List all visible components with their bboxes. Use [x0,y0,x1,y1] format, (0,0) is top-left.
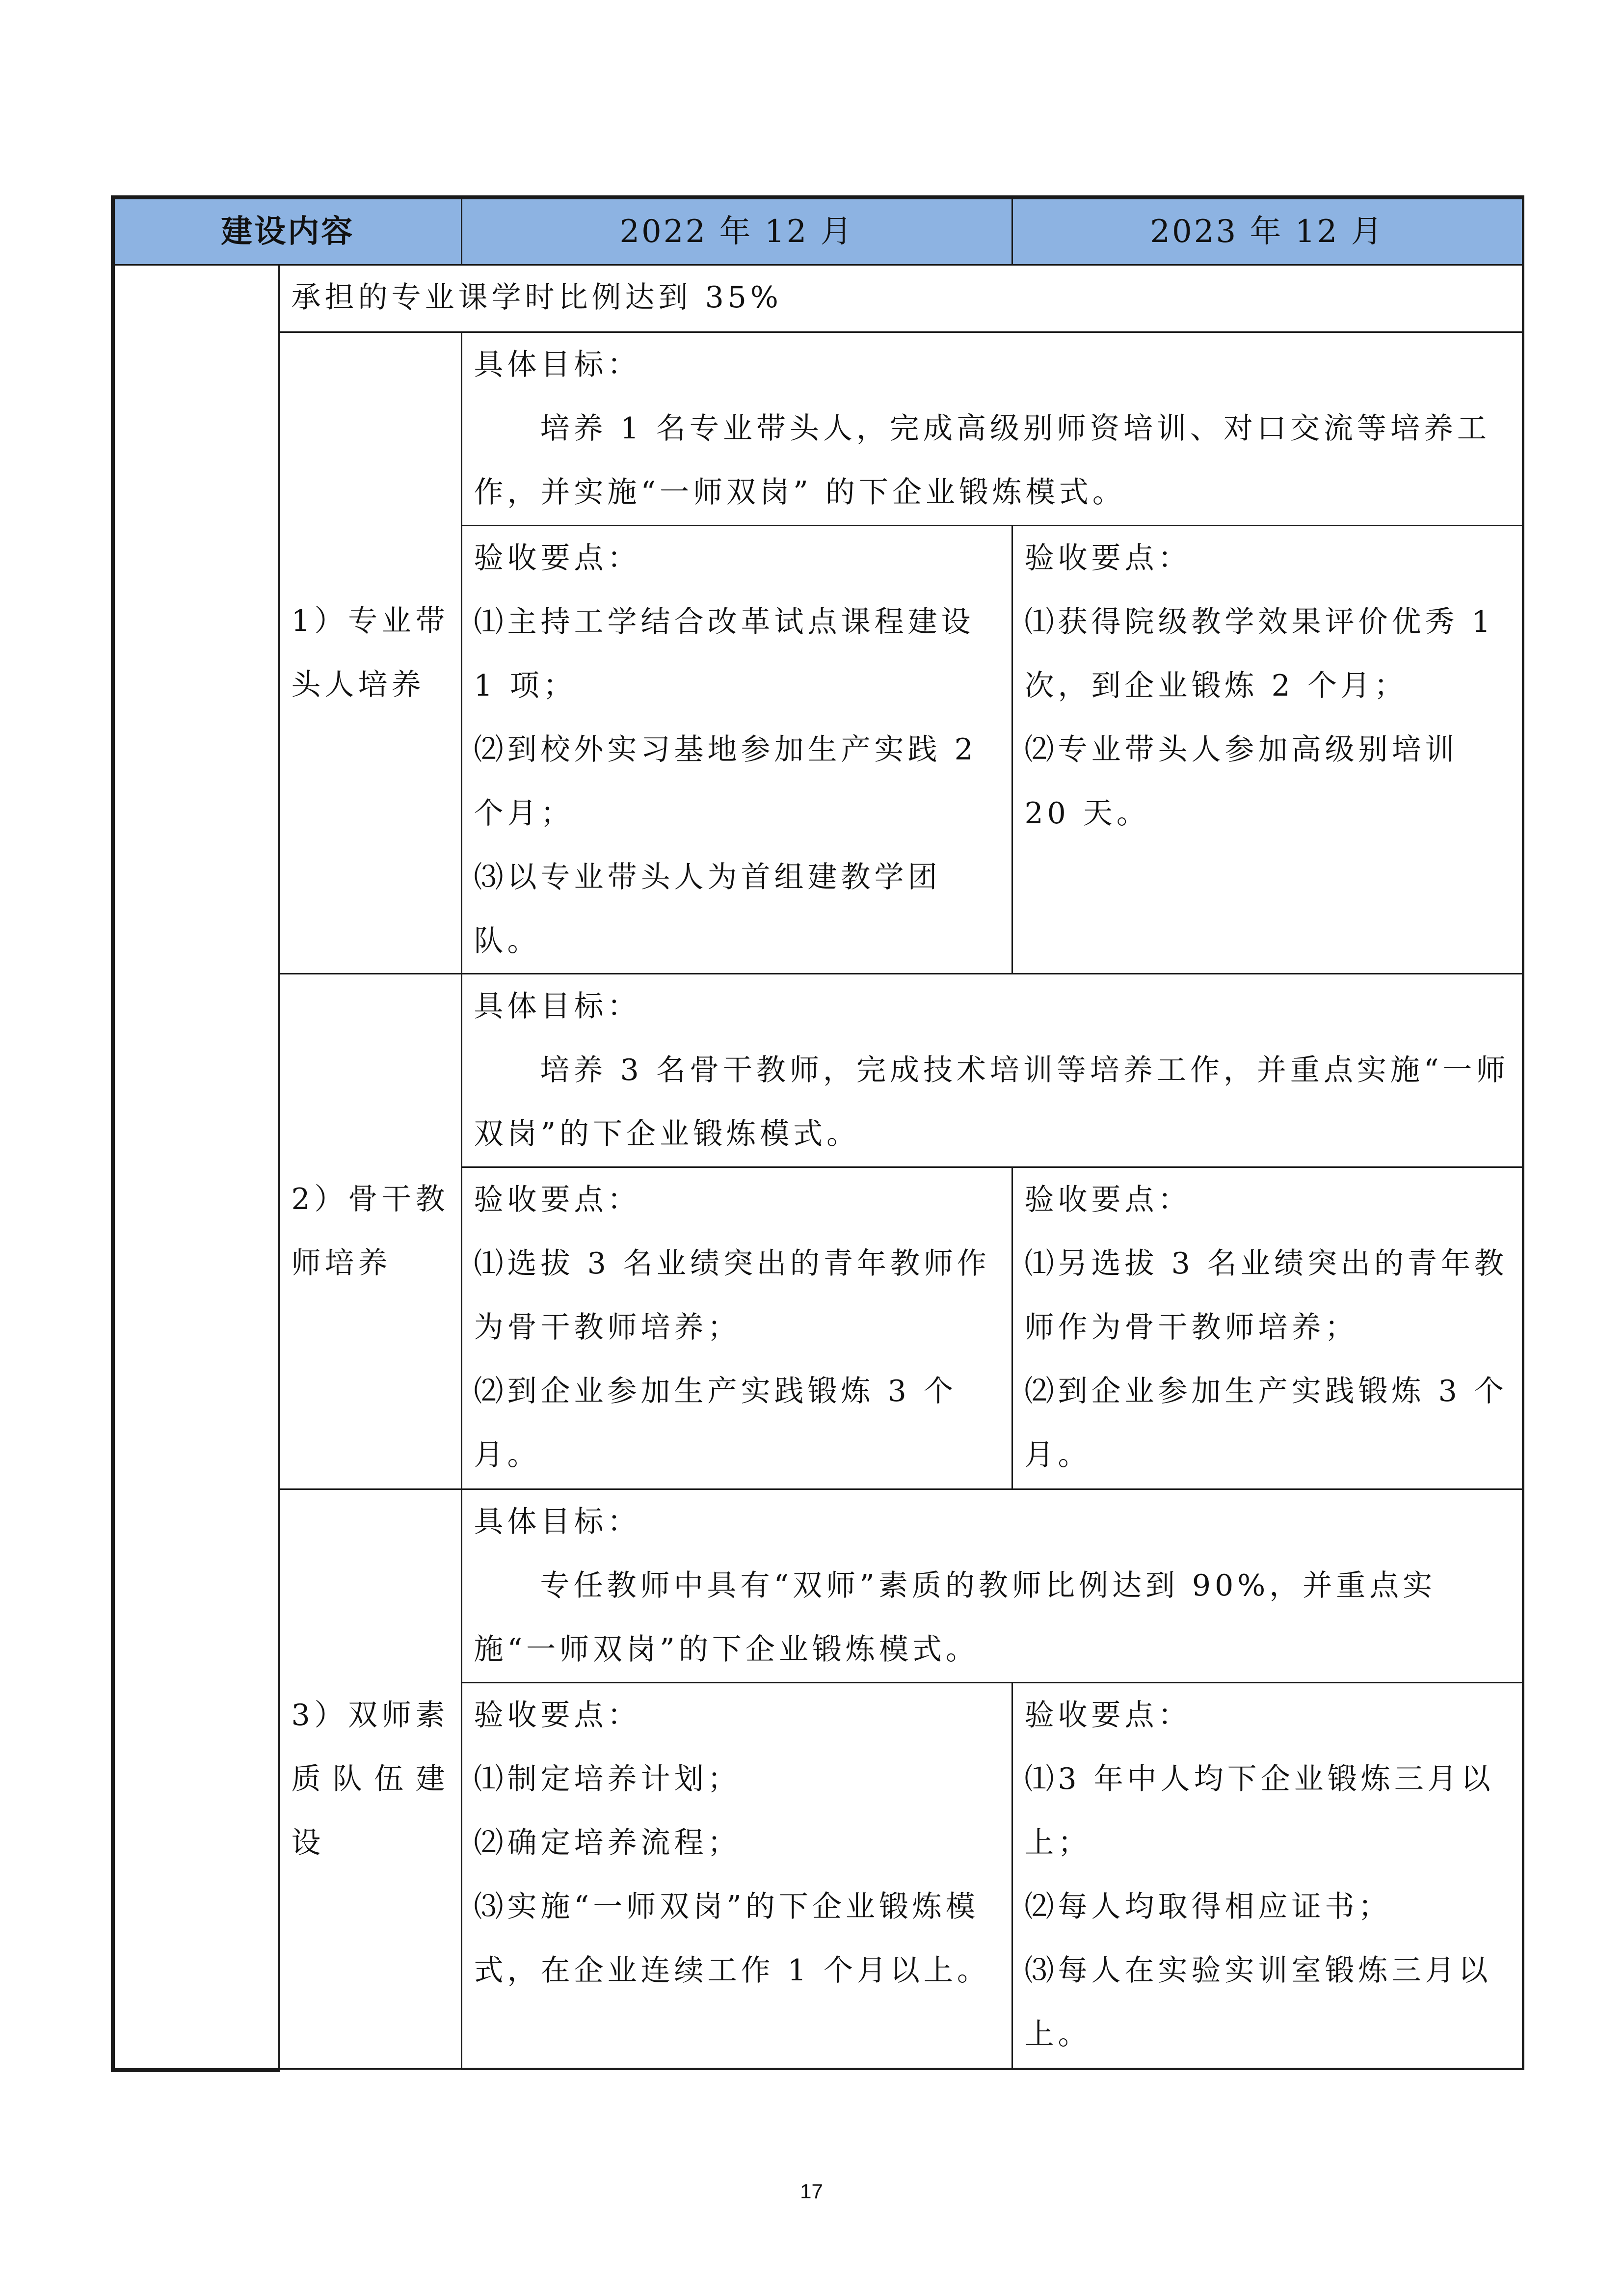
category-cell-empty [113,265,279,2070]
list-item: ⑵到企业参加生产实践锻炼 3 个月。 [474,1374,957,1472]
section-1-accept-2023 [1012,525,1523,973]
list-item: ⑴选拔 3 名业绩突出的青年教师作为骨干教师培养； [474,1246,990,1345]
section-2-accept-2023 [1012,1167,1523,1489]
section-3-accept-title-2023: 验收要点： [1024,1698,1192,1732]
section-3-accept-title-2022: 验收要点： [474,1698,641,1732]
list-item: ⑵确定培养流程； [474,1825,741,1860]
list-item: ⑵每人均取得相应证书； [1024,1889,1392,1924]
header-2023-dec: 2023 年 12 月 [1012,197,1523,265]
section-1-goal-title: 具体目标： [474,347,641,382]
section-1-goal-row [113,332,1523,525]
section-2-goal-text: 培养 3 名骨干教师，完成技术培训等培养工作，并重点实施“一师双岗”的下企业锻炼模式。 [474,1053,1510,1151]
table-header-row [113,197,1523,265]
section-1-goal-text: 培养 1 名专业带头人，完成高级别师资培训、对口交流等培养工作，并实施“一师双岗” 的下企业锻炼模式。 [474,411,1490,510]
section-1-goal [461,332,1523,525]
section-1-accept-title-2023: 验收要点： [1024,540,1192,575]
list-item: ⑵到企业参加生产实践锻炼 3 个月。 [1024,1374,1508,1472]
section-2-goal-title: 具体目标： [474,989,641,1024]
section-3-goal-title: 具体目标： [474,1504,641,1539]
section-2-accept-2022 [461,1167,1012,1489]
section-2-goal-row [113,973,1523,1167]
section-2-accept-title-2023: 验收要点： [1024,1182,1192,1217]
section-1-accept-2022 [461,525,1012,973]
intro-row [113,265,1523,332]
header-construction-content: 建设内容 [113,197,461,265]
section-2-goal [461,973,1523,1167]
section-1-label [279,332,461,973]
section-1-label-text: 1）专业带头人培养 [291,603,449,702]
intro-text: 承担的专业课学时比例达到 35% [279,265,1523,332]
page-number: 17 [800,2180,823,2203]
section-2-label [279,973,461,1489]
list-item: ⑵到校外实习基地参加生产实践 2 个月； [474,732,990,831]
construction-content-table [111,195,1524,2072]
list-item: ⑶以专业带头人为首组建教学团队。 [474,860,941,958]
section-3-goal-text: 专任教师中具有“双师”素质的教师比例达到 90%，并重点实施“一师双岗”的下企业锻炼模式。 [474,1568,1437,1667]
list-item: ⑴获得院级教学效果评价优秀 1 次，到企业锻炼 2 个月； [1024,604,1508,703]
list-item: ⑵专业带头人参加高级别培训 20 天。 [1024,732,1472,831]
header-2022-dec: 2022 年 12 月 [461,197,1012,265]
list-item: ⑶每人在实验实训室锻炼三月以上。 [1024,1953,1492,2052]
section-1-accept-title-2022: 验收要点： [474,540,641,575]
section-3-goal [461,1489,1523,1682]
list-item: ⑴主持工学结合改革试点课程建设 1 项； [474,604,988,703]
section-3-accept-2022 [461,1682,1012,2069]
list-item: ⑴另选拔 3 名业绩突出的青年教师作为骨干教师培养； [1024,1246,1508,1345]
list-item: ⑴制定培养计划； [474,1761,741,1796]
section-3-goal-row [113,1489,1523,1682]
section-3-label [279,1489,461,2069]
section-2-label-text: 2）骨干教师培养 [291,1182,449,1280]
section-3-accept-2023 [1012,1682,1523,2069]
section-2-accept-title-2022: 验收要点： [474,1182,641,1217]
section-3-label-text: 3）双师素质队伍建设 [291,1698,449,1860]
list-item: ⑶实施“一师双岗”的下企业锻炼模式，在企业连续工作 1 个月以上。 [474,1889,990,1988]
list-item: ⑴3 年中人均下企业锻炼三月以上； [1024,1761,1494,1860]
